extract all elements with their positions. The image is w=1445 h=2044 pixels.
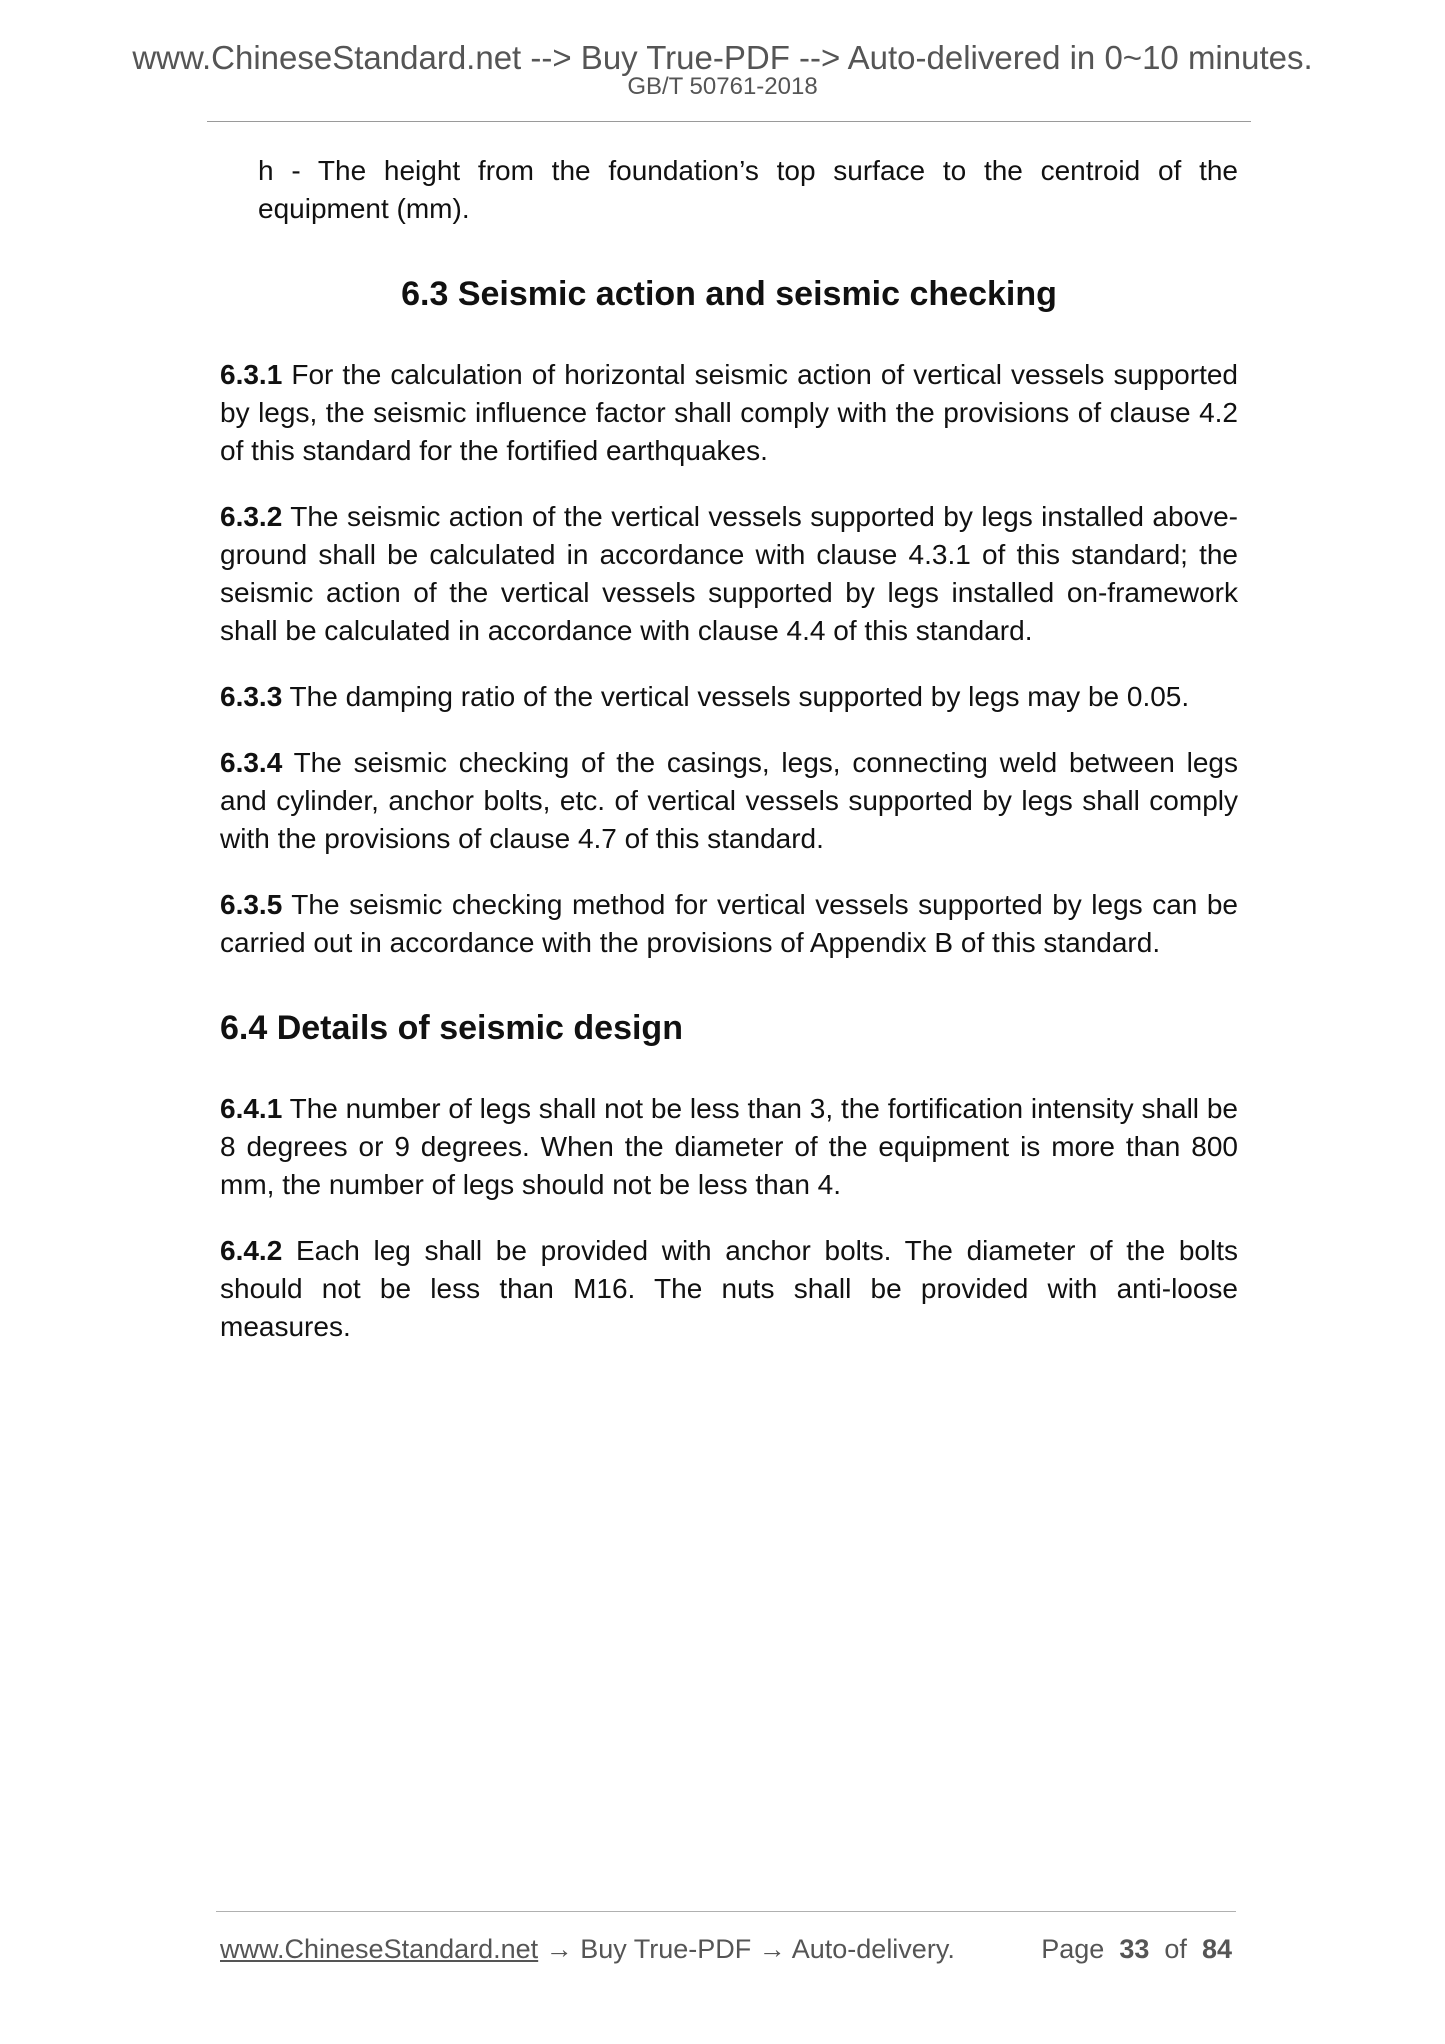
page-number <box>1041 1932 1232 1966</box>
clause-number: 6.3.5 <box>220 889 283 920</box>
clause-6-3-1 <box>220 356 1238 470</box>
page-content <box>220 152 1238 1374</box>
clause-number: 6.3.4 <box>220 747 283 778</box>
clause-number: 6.3.2 <box>220 501 283 532</box>
clause-6-3-3 <box>220 678 1238 716</box>
clause-6-3-5 <box>220 886 1238 962</box>
page-current: 33 <box>1119 1934 1150 1964</box>
footer-site-link[interactable]: www.ChineseStandard.net <box>220 1934 539 1964</box>
clause-number: 6.3.3 <box>220 681 283 712</box>
clause-text: The number of legs shall not be less than 3, the fortification intensity shall be 8 degrees or 9 degrees. When the diameter of the equipment is more than 800 mm, the number of legs should not be less than 4. <box>220 1093 1238 1200</box>
clause-6-4-2 <box>220 1232 1238 1346</box>
document-code: GB/T 50761-2018 <box>627 73 818 100</box>
clause-text: The seismic checking of the casings, legs, connecting weld between legs and cylinder, anchor bolts, etc. of vertical vessels supported by legs shall comply with the provisions of clause 4.7 of this standard. <box>220 747 1238 854</box>
clause-text: Each leg shall be provided with anchor bolts. The diameter of the bolts should not be less than M16. The nuts shall be provided with anti-loose measures. <box>220 1235 1238 1342</box>
footer-tagline: → Buy True-PDF → Auto-delivery. <box>538 1934 955 1964</box>
page-footer <box>220 1932 1232 1966</box>
clause-number: 6.4.1 <box>220 1093 283 1124</box>
clause-number: 6.4.2 <box>220 1235 283 1266</box>
clause-text: The damping ratio of the vertical vessels supported by legs may be 0.05. <box>282 681 1190 712</box>
variable-definition: h - The height from the foundation’s top surface to the centroid of the equipment (mm). <box>258 155 1238 224</box>
site-banner: www.ChineseStandard.net --> Buy True-PDF --> Auto-delivered in 0~10 minutes. <box>132 39 1313 76</box>
clause-number: 6.3.1 <box>220 359 283 390</box>
clause-text: For the calculation of horizontal seismic action of vertical vessels supported by legs, the seismic influence factor shall comply with the provisions of clause 4.2 of this standard for the fortified earthquakes. <box>220 359 1238 466</box>
clause-6-4-1 <box>220 1090 1238 1204</box>
clause-6-3-4 <box>220 744 1238 858</box>
page-total: 84 <box>1201 1934 1232 1964</box>
footer-divider <box>216 1911 1236 1912</box>
section-title-6-4: 6.4 Details of seismic design <box>220 1009 683 1047</box>
clause-text: The seismic checking method for vertical vessels supported by legs can be carried out in accordance with the provisions of Appendix B of this standard. <box>220 889 1238 958</box>
page-label: Page <box>1041 1934 1105 1964</box>
clause-6-3-2 <box>220 498 1238 650</box>
page-of: of <box>1164 1934 1187 1964</box>
header-divider <box>207 121 1251 122</box>
clause-text: The seismic action of the vertical vessels supported by legs installed above-ground shall be calculated in accordance with clause 4.3.1 of this standard; the seismic action of the vertical vessels supported by legs installed on-framework shall be calculated in accordance with clause 4.4 of this standard. <box>220 501 1238 646</box>
section-title-6-3: 6.3 Seismic action and seismic checking <box>401 275 1057 313</box>
